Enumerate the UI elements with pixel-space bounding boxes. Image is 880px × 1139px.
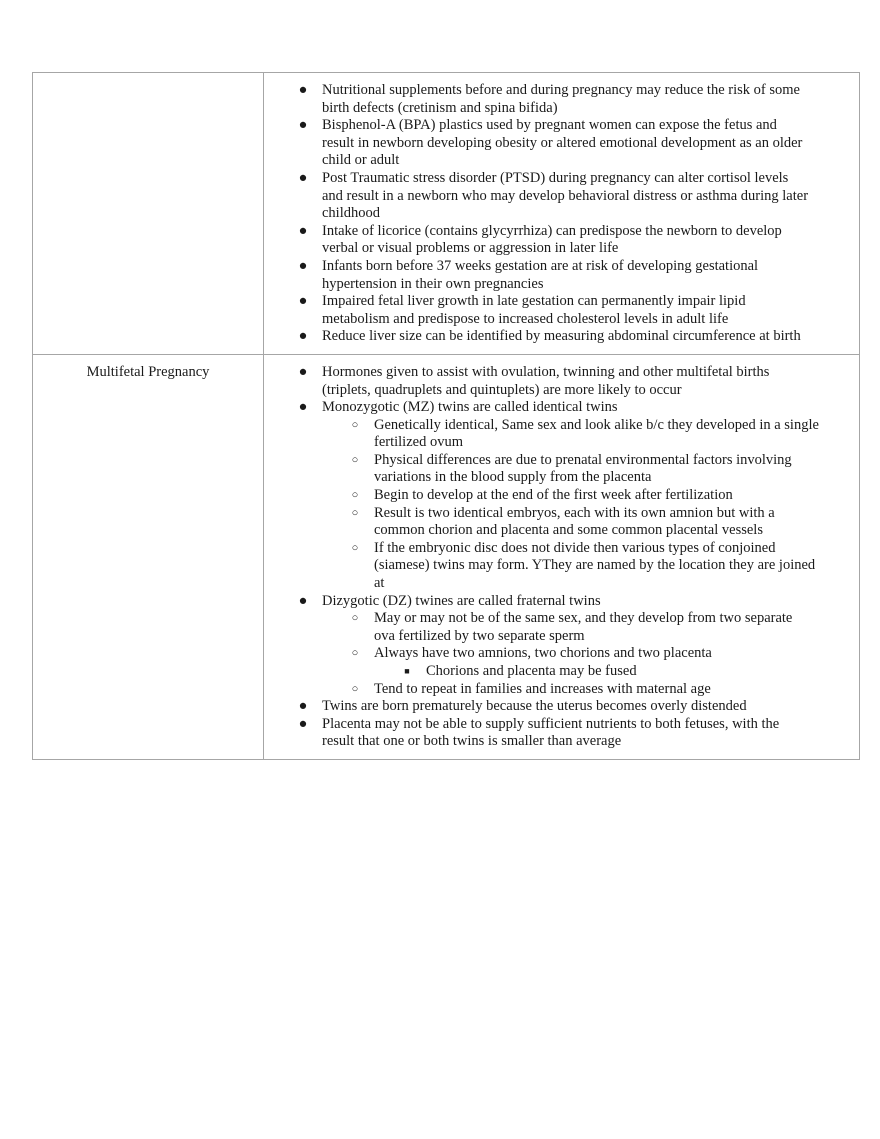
- notes-table: [32, 72, 860, 760]
- bullet-icon: ●: [298, 715, 308, 732]
- list-item-text: Genetically identical, Same sex and look alike b/c they developed in a single: [374, 416, 819, 433]
- list-item-text: childhood: [322, 205, 380, 222]
- list-item: [264, 170, 859, 223]
- row-label: Multifetal Pregnancy: [86, 363, 210, 380]
- bullet-icon: ○: [351, 506, 359, 519]
- list-item: [264, 645, 859, 663]
- row-label-cell: [33, 354, 264, 759]
- list-item: [264, 698, 859, 716]
- list-item-text: ova fertilized by two separate sperm: [374, 627, 585, 644]
- bullet-icon: ●: [298, 592, 308, 609]
- list-item-text: common chorion and placenta and some common placental vessels: [374, 522, 763, 539]
- table-row: [33, 73, 860, 355]
- list-item: [264, 716, 859, 751]
- table-row: [33, 354, 860, 759]
- list-item-text: hypertension in their own pregnancies: [322, 275, 544, 292]
- list-item: [264, 593, 859, 611]
- row-label-cell: [33, 73, 264, 355]
- list-item-text: Chorions and placenta may be fused: [426, 663, 637, 679]
- bullet-icon: ●: [298, 328, 308, 345]
- list-item-text: child or adult: [322, 152, 400, 169]
- list-item-text: at: [374, 575, 385, 592]
- list-item-text: If the embryonic disc does not divide then various types of conjoined: [374, 539, 776, 556]
- list-item-text: (triplets, quadruplets and quintuplets) are more likely to occur: [322, 381, 682, 398]
- list-item-text: (siamese) twins may form. YThey are named by the location they are joined: [374, 557, 816, 574]
- list-item: [264, 610, 859, 645]
- list-item-text: Physical differences are due to prenatal environmental factors involving: [374, 451, 792, 468]
- list-item-text: Twins are born prematurely because the uterus becomes overly distended: [322, 698, 747, 715]
- list-item-text: Intake of licorice (contains glycyrrhiza) can predispose the newborn to develop: [322, 222, 782, 239]
- list-item-text: result that one or both twins is smaller than average: [322, 733, 622, 750]
- list-item-text: Hormones given to assist with ovulation, twinning and other multifetal births: [322, 363, 770, 380]
- bullet-icon: ●: [298, 257, 308, 274]
- bullet-icon: ●: [298, 222, 308, 239]
- bullet-icon: ○: [351, 418, 359, 431]
- bullet-icon: ●: [298, 293, 308, 310]
- bullet-icon: ○: [351, 682, 359, 695]
- content-cell: [264, 73, 860, 355]
- list-item-text: Begin to develop at the end of the first week after fertilization: [374, 487, 733, 504]
- bullet-icon: ■: [404, 666, 410, 676]
- list-item-text: Result is two identical embryos, each with its own amnion but with a: [374, 504, 775, 521]
- bullet-icon: ●: [298, 82, 308, 98]
- list-item-text: Monozygotic (MZ) twins are called identical twins: [322, 399, 618, 416]
- list-item-text: metabolism and predispose to increased cholesterol levels in adult life: [322, 310, 729, 327]
- bullet-icon: ●: [298, 363, 308, 380]
- list-item-text: May or may not be of the same sex, and they develop from two separate: [374, 610, 793, 627]
- bullet-icon: ○: [351, 647, 359, 660]
- list-item-text: Tend to repeat in families and increases with maternal age: [374, 680, 711, 697]
- list-item-text: Post Traumatic stress disorder (PTSD) during pregnancy can alter cortisol levels: [322, 169, 789, 186]
- list-item: [264, 293, 859, 328]
- list-item: [264, 328, 859, 346]
- list-item-text: and result in a newborn who may develop behavioral distress or asthma during later: [322, 187, 809, 204]
- list-item: [264, 417, 859, 452]
- list-item: [264, 399, 859, 417]
- bullet-icon: ○: [351, 453, 359, 466]
- list-item: [264, 505, 859, 540]
- list-item-text: variations in the blood supply from the placenta: [374, 469, 652, 486]
- bullet-icon: ●: [298, 117, 308, 134]
- list-item: [264, 223, 859, 258]
- list-item-text: Placenta may not be able to supply sufficient nutrients to both fetuses, with the: [322, 715, 780, 732]
- list-item: [264, 117, 859, 170]
- list-item: [264, 663, 859, 681]
- list-item: [264, 452, 859, 487]
- list-item-text: Bisphenol-A (BPA) plastics used by pregnant women can expose the fetus and: [322, 117, 777, 134]
- list-item: [264, 681, 859, 699]
- bullet-icon: ○: [351, 489, 359, 502]
- bullet-icon: ●: [298, 169, 308, 186]
- list-item-text: result in newborn developing obesity or altered emotional development as an older: [322, 134, 803, 151]
- list-item-text: fertilized ovum: [374, 434, 463, 451]
- bullet-icon: ●: [298, 399, 308, 416]
- list-item-text: Always have two amnions, two chorions and two placenta: [374, 645, 712, 662]
- list-item: [264, 82, 859, 117]
- bullet-icon: ○: [351, 612, 359, 625]
- list-item-text: Impaired fetal liver growth in late gestation can permanently impair lipid: [322, 293, 746, 310]
- bullet-icon: ●: [298, 698, 308, 715]
- bullet-icon: ○: [351, 541, 359, 554]
- list-item-text: Nutritional supplements before and during pregnancy may reduce the risk of some: [322, 82, 800, 98]
- list-item-text: Reduce liver size can be identified by measuring abdominal circumference at birth: [322, 328, 801, 345]
- list-item-text: Infants born before 37 weeks gestation are at risk of developing gestational: [322, 257, 759, 274]
- list-item: [264, 540, 859, 593]
- list-item: [264, 487, 859, 505]
- list-item-text: verbal or visual problems or aggression in later life: [322, 240, 619, 257]
- content-cell: [264, 354, 860, 759]
- list-item-text: birth defects (cretinism and spina bifida): [322, 99, 558, 116]
- list-item: [264, 364, 859, 399]
- list-item: [264, 258, 859, 293]
- list-item-text: Dizygotic (DZ) twines are called fraternal twins: [322, 592, 601, 609]
